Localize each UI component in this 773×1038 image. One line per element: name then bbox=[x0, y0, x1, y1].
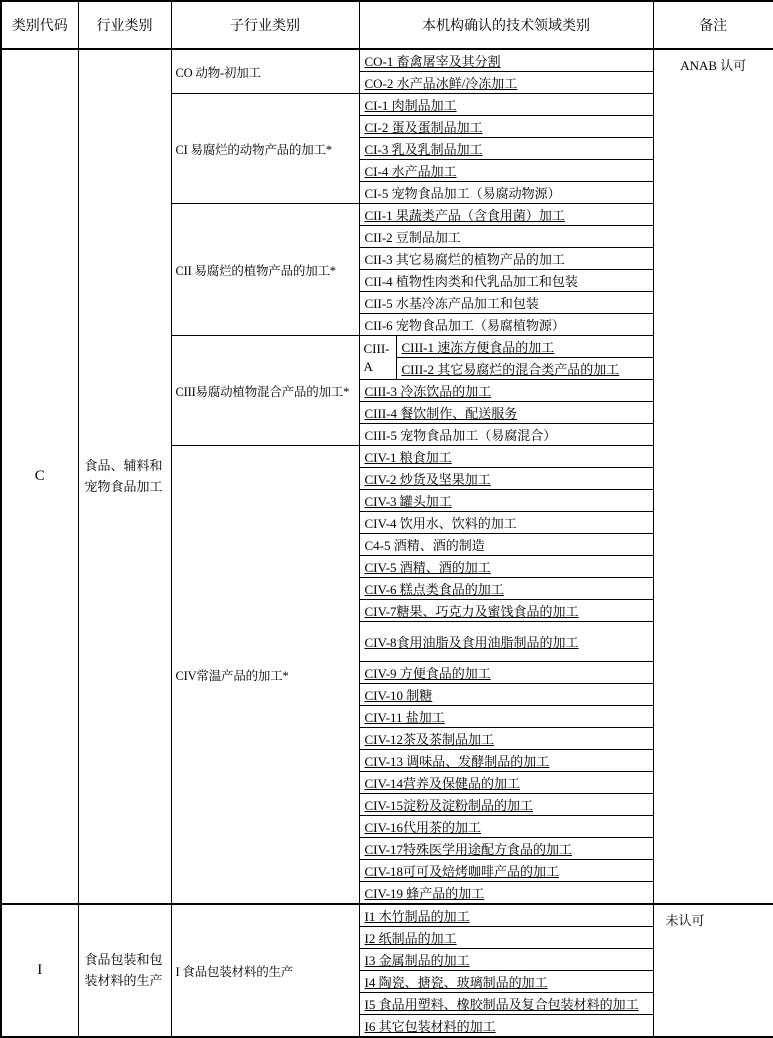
tech-field-cell: CI-1 肉制品加工 bbox=[359, 94, 653, 116]
tech-field-cell: CIII-1 速冻方便食品的加工 bbox=[396, 336, 653, 358]
tech-field-cell: CIV-5 酒精、酒的加工 bbox=[359, 556, 653, 578]
tech-field-cell: CII-2 豆制品加工 bbox=[359, 226, 653, 248]
tech-field-cell: CIV-1 粮食加工 bbox=[359, 446, 653, 468]
tech-field-cell: CIV-4 饮用水、饮料的加工 bbox=[359, 512, 653, 534]
tech-field-cell: CIV-14营养及保健品的加工 bbox=[359, 772, 653, 794]
col-header-sub-industry: 子行业类别 bbox=[171, 1, 359, 49]
tech-field-cell: CIV-7糖果、巧克力及蜜饯食品的加工 bbox=[359, 600, 653, 622]
col-header-tech-field: 本机构确认的技术领域类别 bbox=[359, 1, 653, 49]
tech-field-cell: CI-3 乳及乳制品加工 bbox=[359, 138, 653, 160]
tech-field-cell: CIV-16代用茶的加工 bbox=[359, 816, 653, 838]
tech-field-cell: I6 其它包装材料的加工 bbox=[359, 1015, 653, 1038]
tech-field-cell: CIV-9 方便食品的加工 bbox=[359, 662, 653, 684]
table-row bbox=[1, 904, 773, 927]
tech-field-cell: CIV-12茶及茶制品加工 bbox=[359, 728, 653, 750]
tech-field-cell: CIII-2 其它易腐烂的混合类产品的加工 bbox=[396, 358, 653, 380]
industry-category-cell: 食品、辅料和宠物食品加工 bbox=[78, 49, 171, 904]
industry-category-cell: 食品包装和包装材料的生产 bbox=[78, 904, 171, 1037]
tech-field-cell: CIV-13 调味品、发酵制品的加工 bbox=[359, 750, 653, 772]
tech-field-cell: CI-5 宠物食品加工（易腐动物源） bbox=[359, 182, 653, 204]
tech-group-label-cell: CIII-A bbox=[359, 336, 396, 380]
tech-field-cell: CIV-15淀粉及淀粉制品的加工 bbox=[359, 794, 653, 816]
table-body bbox=[1, 49, 773, 1037]
table-header bbox=[1, 1, 773, 49]
col-header-industry: 行业类别 bbox=[78, 1, 171, 49]
col-header-category-code: 类别代码 bbox=[1, 1, 78, 49]
tech-field-cell: CII-6 宠物食品加工（易腐植物源） bbox=[359, 314, 653, 336]
tech-field-cell: CO-1 畜禽屠宰及其分割 bbox=[359, 49, 653, 72]
col-header-remark: 备注 bbox=[653, 1, 773, 49]
category-code-cell: C bbox=[1, 49, 78, 904]
tech-field-cell: I5 食品用塑料、橡胶制品及复合包装材料的加工 bbox=[359, 993, 653, 1015]
tech-field-cell: CI-4 水产品加工 bbox=[359, 160, 653, 182]
tech-field-cell: CIV-10 制糖 bbox=[359, 684, 653, 706]
sub-industry-cell: CO 动物-初加工 bbox=[171, 49, 359, 94]
tech-field-cell: CIII-5 宠物食品加工（易腐混合） bbox=[359, 424, 653, 446]
tech-field-cell: CII-3 其它易腐烂的植物产品的加工 bbox=[359, 248, 653, 270]
tech-field-cell: CII-1 果蔬类产品（含食用菌）加工 bbox=[359, 204, 653, 226]
tech-field-cell: CIV-19 蜂产品的加工 bbox=[359, 882, 653, 905]
tech-field-cell: CI-2 蛋及蛋制品加工 bbox=[359, 116, 653, 138]
sub-industry-cell: CII 易腐烂的植物产品的加工* bbox=[171, 204, 359, 336]
sub-industry-cell: I 食品包装材料的生产 bbox=[171, 904, 359, 1037]
remark-cell: ANAB 认可 bbox=[653, 49, 773, 904]
tech-field-cell: I3 金属制品的加工 bbox=[359, 949, 653, 971]
sub-industry-cell: CI 易腐烂的动物产品的加工* bbox=[171, 94, 359, 204]
tech-field-cell: CIV-6 糕点类食品的加工 bbox=[359, 578, 653, 600]
tech-field-cell: CII-4 植物性肉类和代乳品加工和包装 bbox=[359, 270, 653, 292]
tech-field-cell: CIV-8食用油脂及食用油脂制品的加工 bbox=[359, 622, 653, 662]
sub-industry-cell: CIV常温产品的加工* bbox=[171, 446, 359, 905]
tech-field-cell: CIV-11 盐加工 bbox=[359, 706, 653, 728]
tech-field-cell: CO-2 水产品冰鲜/冷冻加工 bbox=[359, 72, 653, 94]
tech-field-cell: I1 木竹制品的加工 bbox=[359, 904, 653, 927]
tech-field-cell: CIV-18可可及焙烤咖啡产品的加工 bbox=[359, 860, 653, 882]
tech-field-cell: CIV-2 炒货及坚果加工 bbox=[359, 468, 653, 490]
remark-cell: 未认可 bbox=[653, 904, 773, 1037]
tech-field-cell: I4 陶瓷、搪瓷、玻璃制品的加工 bbox=[359, 971, 653, 993]
tech-field-cell: C4-5 酒精、酒的制造 bbox=[359, 534, 653, 556]
category-code-cell: I bbox=[1, 904, 78, 1037]
tech-field-cell: CIV-3 罐头加工 bbox=[359, 490, 653, 512]
tech-field-cell: CIII-4 餐饮制作、配送服务 bbox=[359, 402, 653, 424]
tech-field-cell: I2 纸制品的加工 bbox=[359, 927, 653, 949]
tech-field-cell: CIV-17特殊医学用途配方食品的加工 bbox=[359, 838, 653, 860]
tech-field-cell: CII-5 水基冷冻产品加工和包装 bbox=[359, 292, 653, 314]
header-row bbox=[1, 1, 773, 49]
tech-field-cell: CIII-3 冷冻饮品的加工 bbox=[359, 380, 653, 402]
sub-industry-cell: CIII易腐动植物混合产品的加工* bbox=[171, 336, 359, 446]
table-row bbox=[1, 49, 773, 72]
